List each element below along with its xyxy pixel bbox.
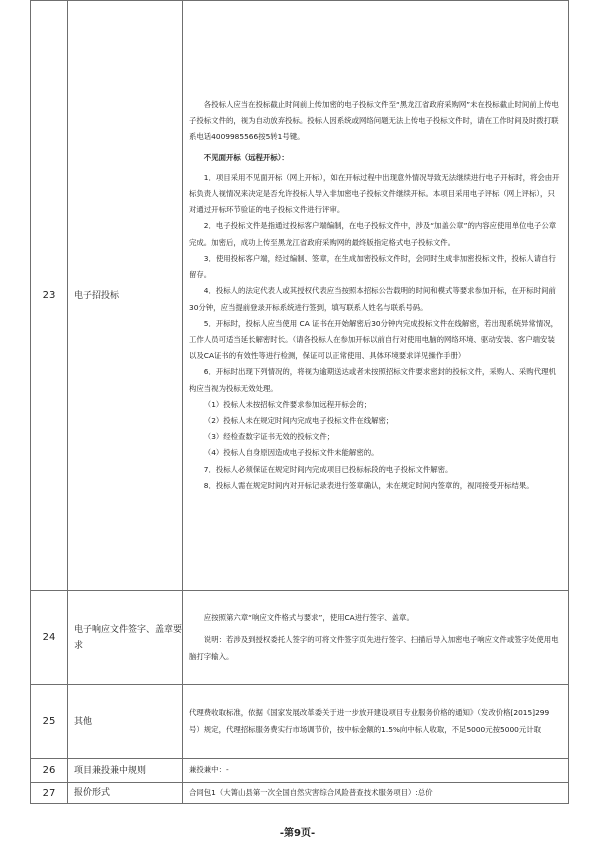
row-content (183, 1, 569, 591)
row-content (183, 783, 569, 804)
paragraph: 各投标人应当在投标截止时间前上传加密的电子投标文件至“黑龙江省政府采购网”未在投标截止时间前上传电子投标文件的，视为自动放弃投标。投标人因系统或网络问题无法上传电子投标文件时，请在工作时间及时拨打联系电话4009985566按5转1号键。 (189, 100, 559, 142)
row-label: 其他 (68, 685, 183, 759)
paragraph: 4．投标人的法定代表人或其授权代表应当按照本招标公告载明的时间和模式等要求参加开标，在开标时间前30分钟，应当提前登录开标系统进行签到，填写联系人姓名与联系号码。 (189, 286, 556, 312)
row-number: 23 (31, 1, 68, 591)
paragraph: 说明：若涉及到授权委托人签字的可将文件签字页先进行签字、扫描后导入加密电子响应文件或签字处使用电脑打字输入。 (189, 635, 559, 661)
paragraph: 7．投标人必须保证在规定时间内完成项目已投标标段的电子投标文件解密。 (203, 464, 453, 474)
row-label: 电子响应文件签字、盖章要求 (68, 591, 183, 685)
paragraph: （4）投标人自身原因造成电子投标文件未能解密的。 (203, 448, 379, 458)
paragraph: 应按照第六章“响应文件格式与要求”，使用CA进行签字、盖章。 (203, 613, 414, 623)
table-row (31, 685, 569, 759)
row-number: 25 (31, 685, 68, 759)
paragraph: 3．使用投标客户端，经过编制、签章，在生成加密投标文件时，会同时生成非加密投标文件，投标人请自行留存。 (189, 253, 556, 280)
table-row (31, 759, 569, 783)
row-label: 报价形式 (68, 783, 183, 804)
paragraph: 兼投兼中：- (189, 765, 229, 775)
row-content (183, 685, 569, 759)
paragraph: 8．投标人需在规定时间内对开标记录表进行签章确认，未在规定时间内签章的，视同接受开标结果。 (203, 480, 534, 490)
paragraph: 5．开标时，投标人应当使用 CA 证书在开始解密后30分钟内完成投标文件在线解密，若出现系统异常情况，工作人员可适当延长解密时长。（请各投标人在参加开标以前自行对使用电脑的网络环境、驱动安装、客户端安装以及CA证书的有效性等进行检测，保证可以正常使用、具体环境要求详见操作手册） (189, 318, 559, 361)
row-content (183, 591, 569, 685)
paragraph: 6．开标时出现下列情况的，将视为逾期送达或者未按照招标文件要求密封的投标文件，采购人、采购代理机构应当视为投标无效处理。 (189, 367, 556, 393)
row-label: 项目兼投兼中规则 (68, 759, 183, 783)
row-number: 27 (31, 783, 68, 804)
paragraph: 2．电子投标文件是指通过投标客户端编制，在电子投标文件中，涉及“加盖公章”的内容应使用单位电子公章完成。加密后，成功上传至黑龙江省政府采购网的最终版指定格式电子投标文件。 (189, 221, 557, 247)
paragraph: （2）投标人未在规定时间内完成电子投标文件在线解密； (203, 415, 394, 425)
table-row (31, 591, 569, 685)
table-row (31, 783, 569, 804)
section-heading: 不见面开标（远程开标）： (203, 152, 289, 162)
paragraph: 合同包1（大箐山县第一次全国自然灾害综合风险普查技术服务项目）:总价 (189, 788, 433, 797)
row-label: 电子招投标 (68, 1, 183, 591)
page-number: -第9页- (279, 828, 316, 839)
row-content (183, 759, 569, 783)
paragraph: （3）经检查数字证书无效的投标文件； (203, 432, 335, 442)
paragraph: 1．项目采用不见面开标（网上开标），如在开标过程中出现意外情况导致无法继续进行电子开标时，将会由开标负责人视情况来决定是否允许投标人导入非加密电子投标文件继续开标。本项目采用电子评标（网上评标），只对通过开标环节验证的电子投标文件进行评审。 (189, 172, 560, 215)
requirements-table (30, 0, 569, 804)
paragraph: 代理费收取标准，依据《国家发展改革委关于进一步放开建设项目专业服务价格的通知》（发改价格[2015]299 号）规定，代理招标服务费实行市场调节价，按中标金额的1.5%向中标人收取，不足5000元按5000元计取 (189, 708, 550, 734)
row-number: 24 (31, 591, 68, 685)
table-row (31, 1, 569, 591)
row-number: 26 (31, 759, 68, 783)
paragraph: （1）投标人未按招标文件要求参加远程开标会的； (203, 399, 372, 409)
